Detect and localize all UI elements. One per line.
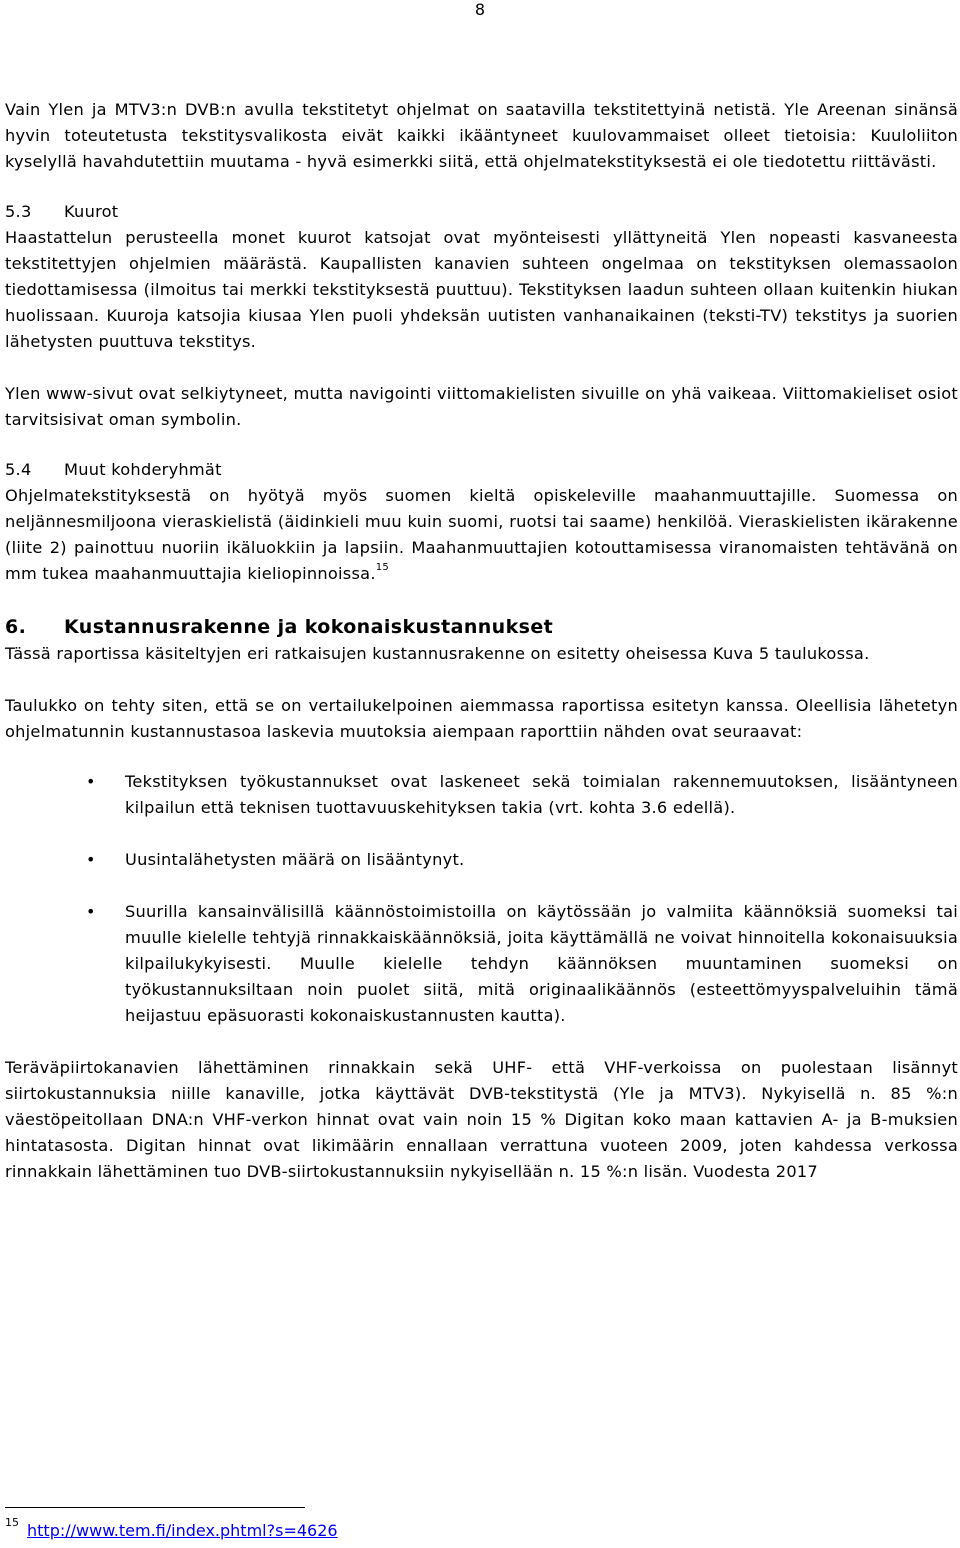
paragraph-6-c: Teräväpiirtokanavien lähettäminen rinnakkain sekä UHF- että VHF-verkoissa on puolestaan lisännyt siirtokustannuksia niille kanaville, jotka käyttävät DVB-tekstitystä (Yle ja MTV3). Nykyisellä n. 85 %:n väestöpeitollaan DNA:n VHF-verkon hinnat ovat vain noin 15 % Digitan koko maan kattavien A- ja B-muksien hintatasosta. Digitan hinnat ovat likimäärin ennallaan verrattuna vuoteen 2009, joten kahdessa verkossa rinnakkain lähettäminen tuo DVB-siirtokustannuksiin nykyisellään n. 15 %:n lisän. Vuodesta 2017 [5,1058,958,1181]
list-item [5,769,958,821]
paragraph-5-4 [5,483,958,587]
list-item-text: Tekstityksen työkustannukset ovat laskeneet sekä toimialan rakennemuutoksen, lisääntyneen kilpailun että teknisen tuottavuuskehityksen takia (vrt. kohta 3.6 edellä). [125,772,958,817]
bullet-icon: • [86,850,96,869]
list-item-text: Suurilla kansainvälisillä käännöstoimistoilla on käytössään jo valmiita käännöksiä suomeksi tai muulle kielelle tehtyjä rinnakkaiskäännöksiä, joita käyttämällä ne voivat hinnoitella kokonaisuuksia kilpailukykyisesti. Muulle kielelle tehdyn käännöksen muuntaminen suomeksi on työkustannuksiltaan noin puolet siitä, mitä originaalikäännös (esteettömyyspalveluihin tämä heijastuu epäsuorasti kokonaiskustannusten kautta). [125,902,958,1025]
section-title: Kuurot [64,202,119,221]
paragraph-5-3-a: Haastattelun perusteella monet kuurot katsojat ovat myönteisesti yllättyneitä Ylen nopeasti kasvaneesta tekstitettyjen ohjelmien määrästä. Kaupallisten kanavien suhteen ongelmaa on tekstityksen olemassaolon tiedottamisessa (ilmoitus tai merkki tekstityksestä puuttuu). Tekstityksen laadun suhteen ollaan kuitenkin hiukan huolissaan. Kuuroja katsojia kiusaa Ylen puoli yhdeksän uutisten vanhanaikainen (teksti-TV) tekstitys ja suorien lähetysten puuttuva tekstitys. [5,228,958,351]
list-item-text: Uusintalähetysten määrä on lisääntynyt. [125,850,465,869]
footnote-number: 15 [5,1515,19,1529]
document-body [5,97,958,1185]
footnote-link[interactable]: http://www.tem.fi/index.phtml?s=4626 [27,1521,338,1540]
chapter-number: 6. [5,616,27,638]
bullet-icon: • [86,772,96,791]
list-item [5,847,958,873]
list-item [5,899,958,1029]
bullet-icon: • [86,902,96,921]
section-heading-5-4 [5,457,958,483]
footnote-divider [5,1507,305,1508]
bullet-list [5,769,958,1029]
chapter-title: Kustannusrakenne ja kokonaiskustannukset [64,616,554,638]
footnote-reference[interactable]: 15 [375,561,389,573]
section-number: 5.3 [5,202,32,221]
section-title: Muut kohderyhmät [64,460,222,479]
section-heading-5-3 [5,199,958,225]
section-number: 5.4 [5,460,32,479]
paragraph-text: Ohjelmatekstityksestä on hyötyä myös suomen kieltä opiskeleville maahanmuuttajille. Suomessa on neljännesmiljoona vieraskielistä (äidinkieli muu kuin suomi, ruotsi tai saame) henkilöä. Vieraskielisten ikärakenne (liite 2) painottuu nuoriin ikäluokkiin ja lapsiin. Maahanmuuttajien kotouttamisessa viranomaisten tehtävänä on mm tukea maahanmuuttajia kieliopinnoissa. [5,486,958,583]
paragraph-6-b: Taulukko on tehty siten, että se on vertailukelpoinen aiemmassa raportissa esitetyn kanssa. Oleellisia lähetetyn ohjelmatunnin kustannustasoa laskevia muutoksia aiempaan raporttiin nähden ovat seuraavat: [5,696,958,741]
paragraph-6-a: Tässä raportissa käsiteltyjen eri ratkaisujen kustannusrakenne on esitetty oheisessa Kuva 5 taulukossa. [5,644,870,663]
paragraph-5-3-b: Ylen www-sivut ovat selkiytyneet, mutta navigointi viittomakielisten sivuille on yhä vaikeaa. Viittomakieliset osiot tarvitsisivat oman symbolin. [5,384,958,429]
chapter-heading-6 [5,613,958,641]
page-number: 8 [474,0,486,19]
footnote [5,1515,338,1542]
paragraph-intro: Vain Ylen ja MTV3:n DVB:n avulla tekstitetyt ohjelmat on saatavilla tekstitettyinä netistä. Yle Areenan sinänsä hyvin toteutetusta tekstitysvalikosta eivät kaikki ikääntyneet kuulovammaiset olleet tietoisia: Kuuloliiton kyselyllä havahdutettiin muutama - hyvä esimerkki siitä, että ohjelmatekstityksestä ei ole tiedotettu riittävästi. [5,100,958,171]
